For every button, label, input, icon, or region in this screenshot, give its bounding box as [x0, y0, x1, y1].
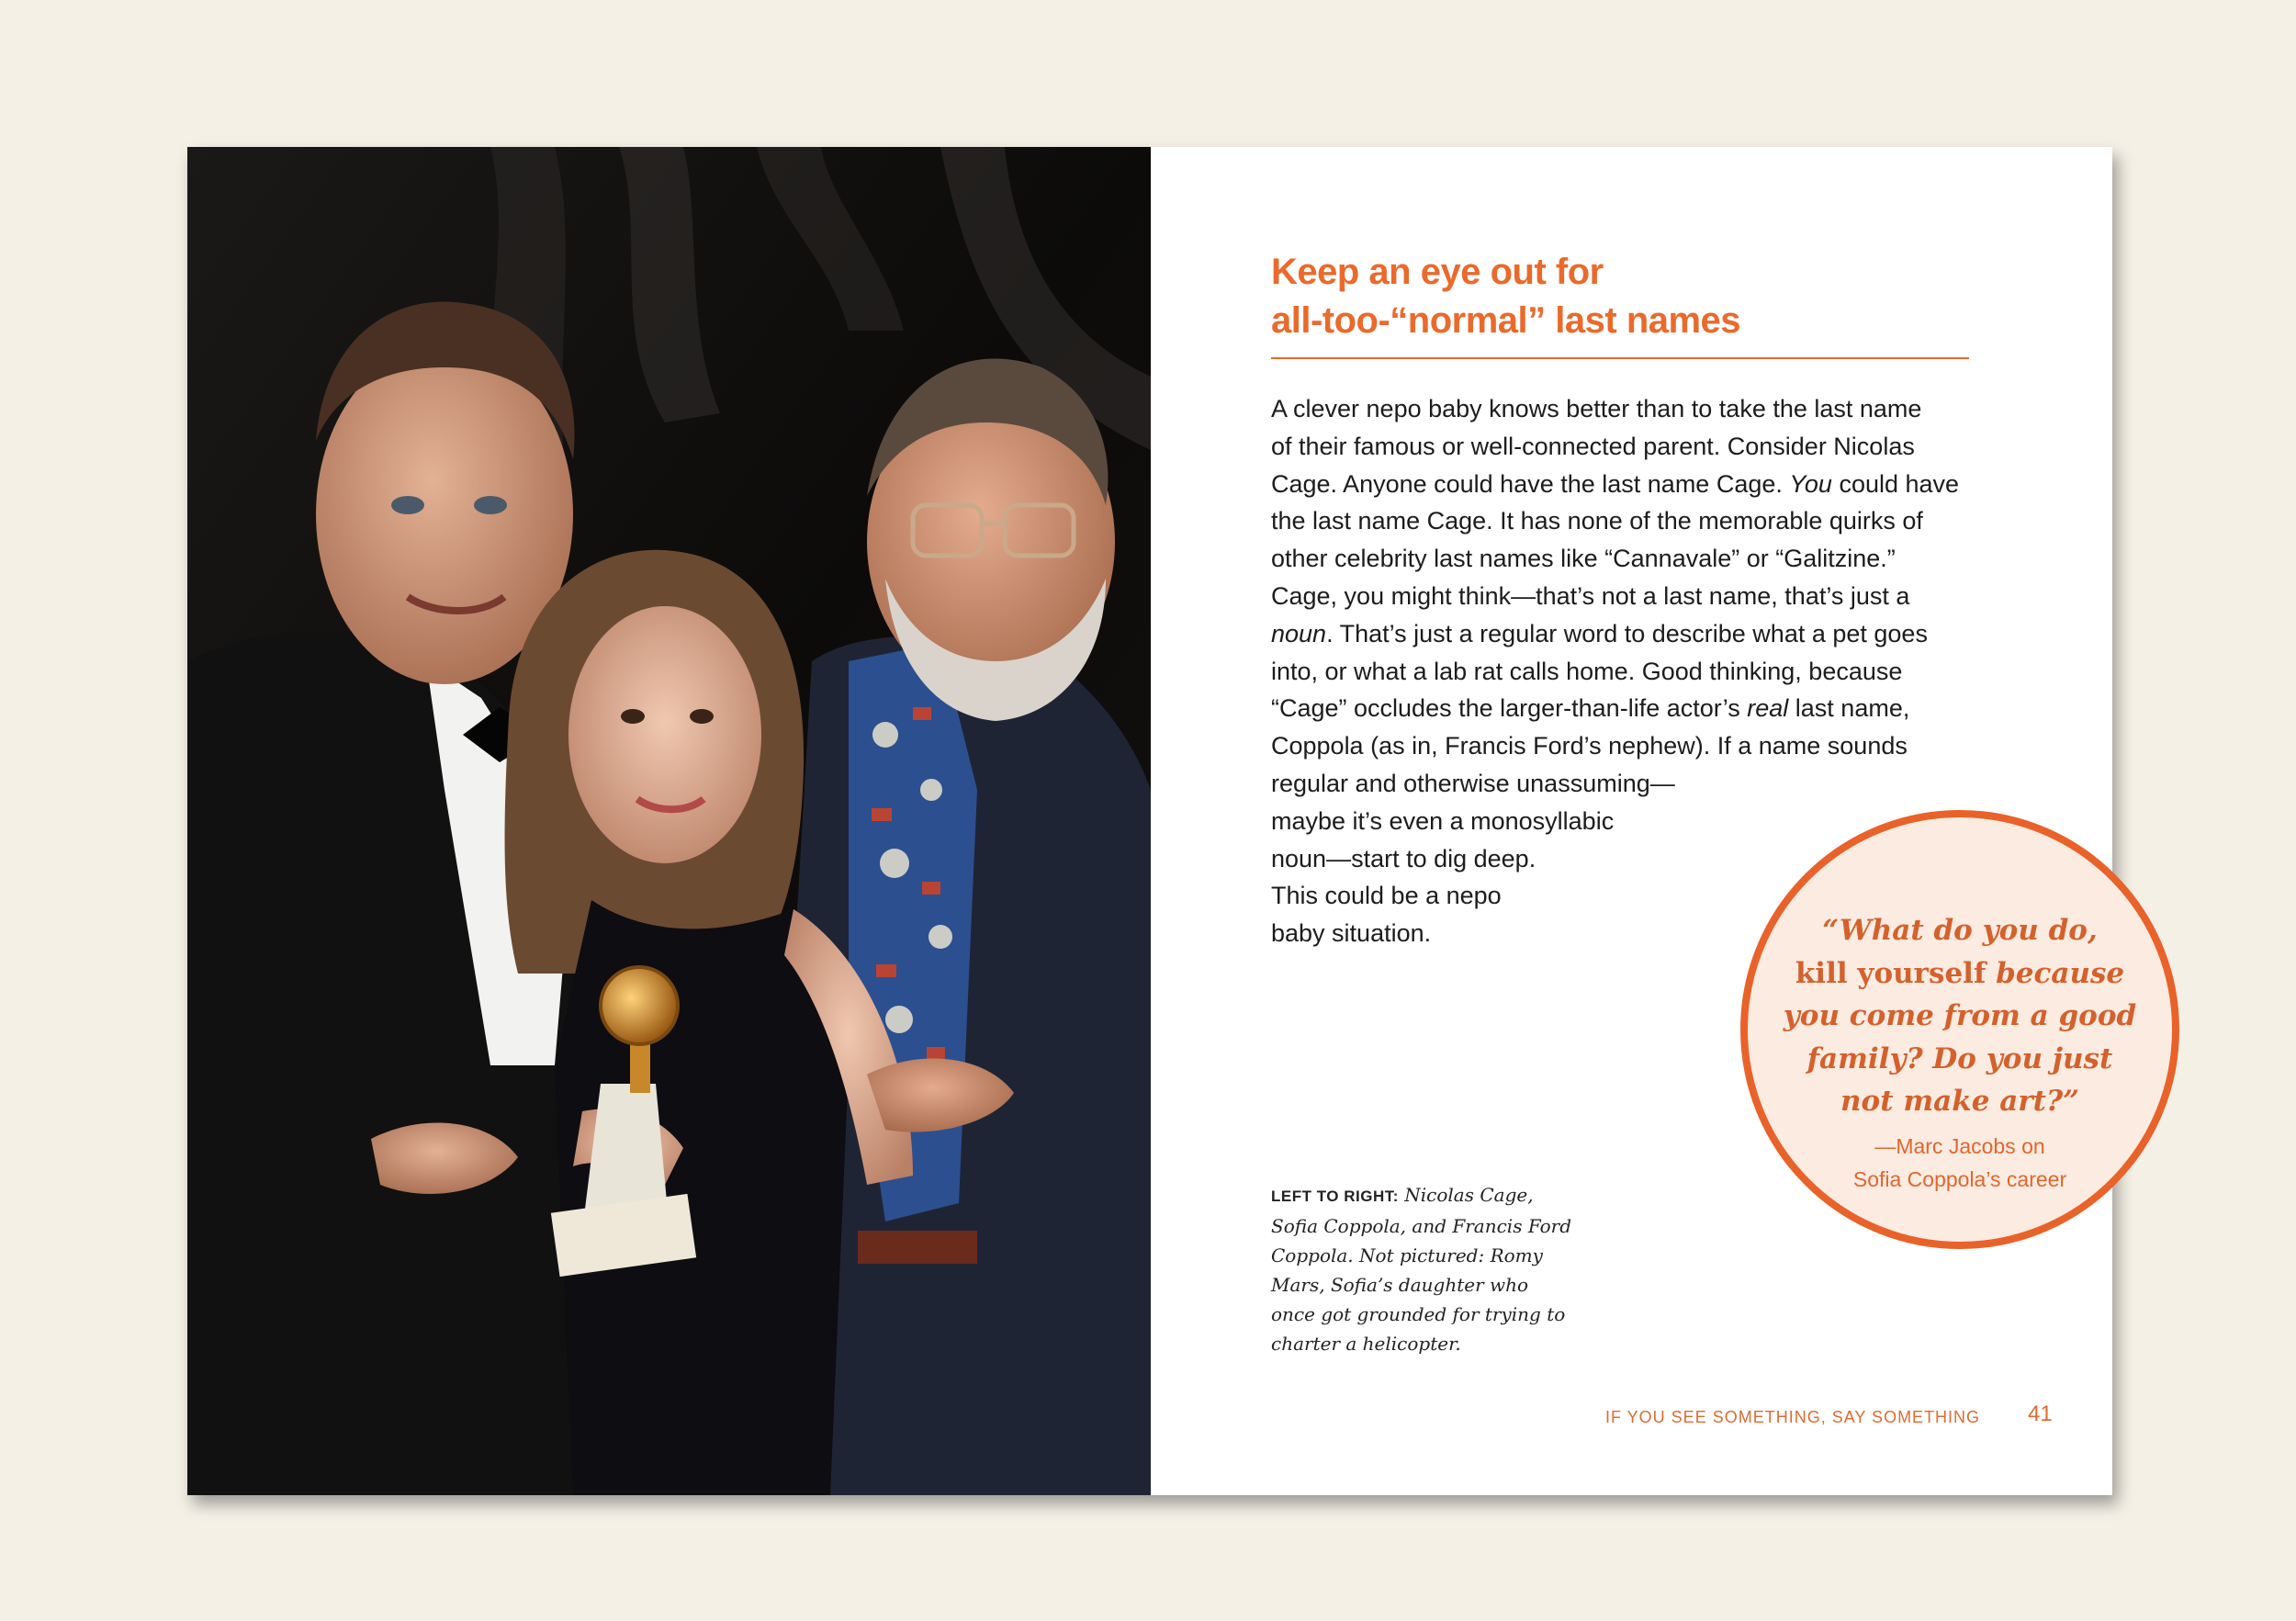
text-page: [1151, 147, 2137, 1495]
caption-line: Mars, Sofia’s daughter who: [1271, 1274, 1529, 1296]
caption-line: Coppola. Not pictured: Romy: [1271, 1244, 1543, 1266]
event-photo: [187, 147, 1151, 1495]
quote-line: “What do you do,: [1822, 914, 2098, 947]
photo-image: [187, 147, 1151, 1495]
quote-attribution: —Marc Jacobs on Sofia Coppola’s career: [1852, 1134, 2067, 1191]
quote-line: you come from a good: [1783, 999, 2137, 1032]
photo-caption: [1271, 1180, 1574, 1358]
section-heading: [1271, 248, 1969, 345]
quote-line: kill yourself because: [1795, 956, 2125, 990]
heading-line-2: all-too-“normal” last names: [1271, 300, 1741, 341]
body-line: Cage, you might think—that’s not a last name, that’s just a: [1271, 581, 1910, 610]
body-line: Coppola (as in, Francis Ford’s nephew). If a name sounds: [1271, 732, 1908, 760]
body-line: This could be a nepo: [1271, 882, 1502, 910]
body-line: into, or what a lab rat calls home. Good thinking, because: [1271, 657, 1903, 685]
body-line: noun. That’s just a regular word to describe what a pet goes: [1271, 619, 1928, 647]
pull-quote-circle: [1740, 810, 2179, 1249]
caption-line: Nicolas Cage,: [1404, 1184, 1534, 1206]
body-line: of their famous or well-connected parent. Consider Nicolas: [1271, 432, 1915, 460]
caption-line: Sofia Coppola, and Francis Ford: [1271, 1215, 1572, 1237]
body-line: Cage. Anyone could have the last name Cage. You could have: [1271, 469, 1960, 498]
caption-label: LEFT TO RIGHT:: [1271, 1188, 1399, 1205]
running-footer: IF YOU SEE SOMETHING, SAY SOMETHING: [1605, 1408, 1981, 1426]
caption-line: charter a helicopter.: [1271, 1333, 1461, 1355]
body-line: baby situation.: [1271, 919, 1432, 948]
quote-line: family? Do you just: [1806, 1041, 2113, 1075]
heading-rule: [1271, 357, 1969, 359]
body-line: A clever nepo baby knows better than to take the last name: [1271, 395, 1922, 422]
pull-quote: [1748, 909, 2172, 1123]
book-spread: [187, 147, 2137, 1495]
body-line: noun—start to dig deep.: [1271, 844, 1536, 872]
heading-line-1: Keep an eye out for: [1271, 252, 1604, 292]
quote-line: not make art?”: [1840, 1085, 2079, 1118]
body-line: other celebrity last names like “Cannavale” or “Galitzine.”: [1271, 545, 1896, 573]
caption-line: once got grounded for trying to: [1271, 1303, 1566, 1325]
body-line: the last name Cage. It has none of the memorable quirks of: [1271, 507, 1923, 535]
page-number: 41: [2028, 1401, 2053, 1426]
body-line: regular and otherwise unassuming—: [1271, 769, 1675, 797]
body-line: “Cage” occludes the larger-than-life actor’s real last name,: [1271, 694, 1910, 723]
body-line: maybe it’s even a monosyllabic: [1271, 806, 1615, 835]
